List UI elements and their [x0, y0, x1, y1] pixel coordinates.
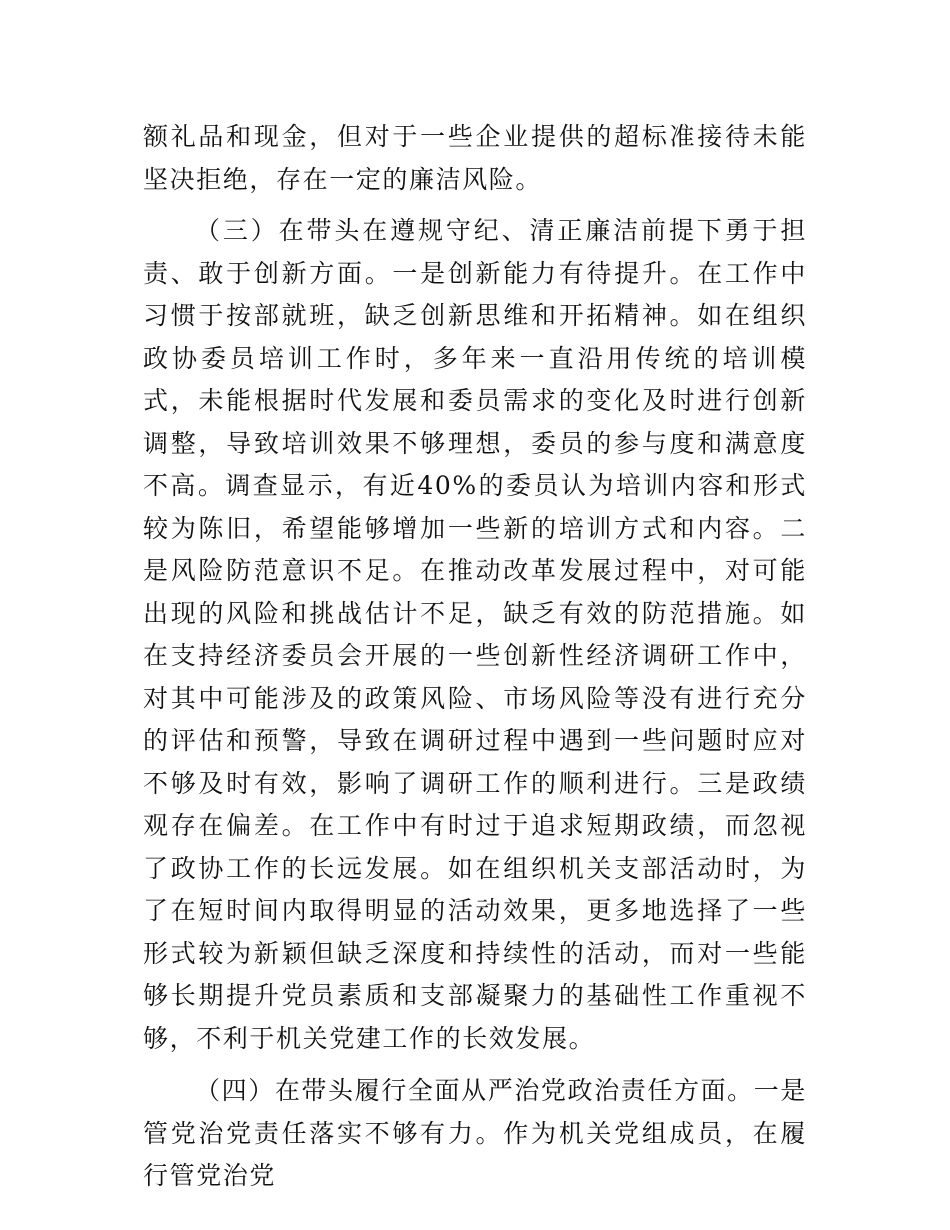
document-body — [143, 116, 807, 1198]
paragraph-continuation: 额礼品和现金，但对于一些企业提供的超标准接待未能坚决拒绝，存在一定的廉洁风险。 — [143, 122, 807, 194]
paragraph-section-three: （三）在带头在遵规守纪、清正廉洁前提下勇于担责、敢于创新方面。一是创新能力有待提升。在工作中习惯于按部就班，缺乏创新思维和开拓精神。如在组织政协委员培训工作时，多年来一直沿用传统的培训模式，未能根据时代发展和委员需求的变化及时进行创新调整，导致培训效果不够理想，委员的参与度和满意度不高。调查显示，有近40%的委员认为培训内容和形式较为陈旧，希望能够增加一些新的培训方式和内容。二是风险防范意识不足。在推动改革发展过程中，对可能出现的风险和挑战估计不足，缺乏有效的防范措施。如在支持经济委员会开展的一些创新性经济调研工作中，对其中可能涉及的政策风险、市场风险等没有进行充分的评估和预警，导致在调研过程中遇到一些问题时应对不够及时有效，影响了调研工作的顺利进行。三是政绩观存在偏差。在工作中有时过于追求短期政绩，而忽视了政协工作的长远发展。如在组织机关支部活动时，为了在短时间内取得明显的活动效果，更多地选择了一些形式较为新颖但缺乏深度和持续性的活动，而对一些能够长期提升党员素质和支部凝聚力的基础性工作重视不够，不利于机关党建工作的长效发展。 — [143, 216, 807, 1053]
paragraph-section-four: （四）在带头履行全面从严治党政治责任方面。一是管党治党责任落实不够有力。作为机关党组成员，在履行管党治党 — [143, 1076, 807, 1190]
